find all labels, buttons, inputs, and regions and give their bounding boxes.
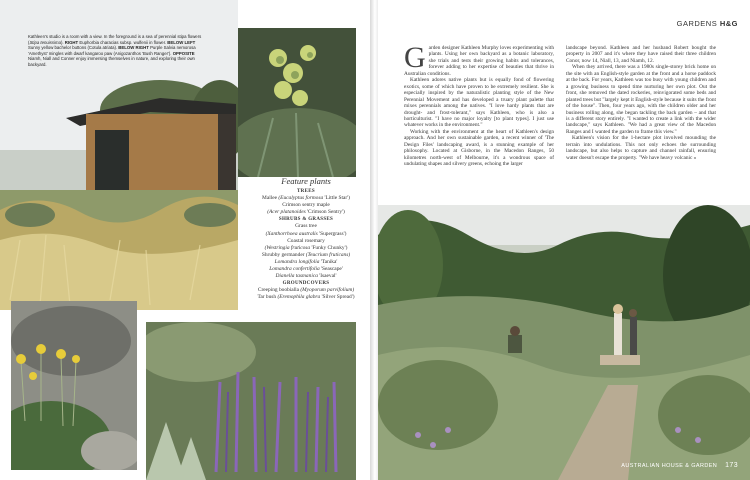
paragraph: Working with the environment at the heart of Kathleen's design approach. And her own sustainable garden, a recent winner of 'The Design Files' landscaping award, is a stunning example of her philosophy. Located at Gisborne, in the Macedon Ranges, 50 kilometres north-west of Melbourne, it's a wondrous space of undulating shapes and silvery greens, echoing the larger — [404, 128, 554, 168]
plant-entry: (Westringia fruticosa 'Funky Chunky') — [264, 244, 348, 251]
paragraph: When they arrived, there was a 1980s single-storey brick home on the site with an English-style garden at the front and a horse paddock at the back. For years, Kathleen was too busy with young children and a growing business to spend time nurturing her own plot. Out the front, she removed the dated rockeries, reinvigorated some beds and planted trees but "largely kept it English-style because it suits the front of the house". Then, four years ago, with the children older and her business rolling along, she began tackling the back garden – and that is a different story entirely. "I wanted to create a link with the wider landscape," says Kathleen. "We had a great view of the Macedon Ranges and I wanted the garden to frame this view." — [566, 64, 716, 135]
page-footer — [621, 462, 738, 469]
plant-sections — [248, 188, 364, 302]
bachelor-buttons-photo — [11, 301, 137, 470]
page-number: 173 — [725, 462, 738, 469]
plant-entry: Shrubby germander (Teucrium fruticans) — [261, 251, 351, 258]
plant-section-heading: GROUNDCOVERS — [282, 281, 330, 287]
section-header — [677, 19, 738, 28]
plant-entry: Creeping boobialla (Myoporum parvifolium) — [257, 287, 355, 294]
paragraph: Kathleen adores native plants but is equally fond of flowering exotics, some of which have proven to be extremely resilient. She is especially inspired by the naturalistic planting style of the New Perennial Movement and has developed a truary plant palette that mixes perennials among the natives. "I love hardy plants that are drought- and frost-tolerant," says Kathleen, who is also a horticulturist. "I have no major loyalty [to plant types]. I just use whatever works in the environment." — [404, 77, 554, 129]
publication-name: AUSTRALIAN HOUSE & GARDEN — [621, 463, 718, 469]
plant-entry: Lomandra confertifolia 'Seascape' — [269, 266, 343, 273]
plant-entry: Lomandra longifolia 'Tanika' — [274, 258, 338, 265]
drop-cap: G — [404, 41, 426, 74]
article-column-1 — [404, 41, 554, 168]
plant-entry: Grass tree — [295, 223, 317, 230]
plant-entry: Crimson sentry maple — [282, 202, 330, 209]
plant-section-heading: SHRUBS & GRASSES — [278, 217, 334, 223]
euphorbia-photo — [238, 28, 356, 177]
plant-entry: Dianella tasmanica 'Isaeval' — [275, 273, 337, 280]
paragraph: Kathleen's vision for the 1-hectare plot involved mounding the terrain into undulations. This not only echoes the surrounding landscape, but also helps to capture and channel rainfall, ensuring water doesn't escape the property. "We have heavy volcanic » — [566, 135, 716, 161]
photo-caption: Kathleen's studio is a room with a view. In the foreground is a sea of perennial stipa flowers (Stipa tenuissima). RIGHT Euphorbia characias subsp. wulfenii in flower. BELOW LEFT Sunny yellow bachelor buttons (Cotula atriata). BELOW RIGHT Purple Salvia nemorosa 'Amethyst' mingles with dwarf kangaroo paw (Anigozanthos 'Bush Ranger'). OPPOSITE Niamh, Niall and Conner enjoy immersing themselves in nature, and exploring their own backyard. — [28, 34, 202, 67]
salvia-photo — [146, 322, 356, 480]
plant-entry: Tar bush (Eremophila glabra 'Silver Spread') — [257, 294, 355, 301]
page-gutter — [370, 0, 378, 480]
plant-entry: Coastal rosemary — [287, 237, 325, 244]
paragraph: landscape beyond. Kathleen and her husband Robert bought the property in 2007 and it's where they have raised their three children Conor, now 14, Niall, 13, and Niamh, 12. — [566, 45, 716, 64]
plant-entry: (Acer platanoides 'Crimson Sentry') — [267, 209, 345, 216]
family-garden-photo — [378, 205, 750, 480]
feature-plants-title: Feature plants — [281, 176, 331, 186]
article-column-2 — [566, 45, 716, 161]
plant-section-heading: TREES — [297, 189, 315, 194]
plant-entry: (Xanthorrhoea australis 'Supergrass') — [265, 230, 347, 237]
feature-plants-list — [248, 176, 364, 302]
section-name: GARDENS — [676, 19, 718, 28]
plant-entry: Mallee (Eucalyptus formosa 'Little Star') — [262, 195, 350, 202]
paragraph: arden designer Kathleen Murphy loves experimenting with plants. Using her own backyard as a botanic laboratory, she trials and tests their growing habits and tolerances, forever adding to her expertise of beauties that thrive in Australian conditions. — [404, 45, 554, 77]
brand-mark: H&G — [719, 19, 738, 28]
